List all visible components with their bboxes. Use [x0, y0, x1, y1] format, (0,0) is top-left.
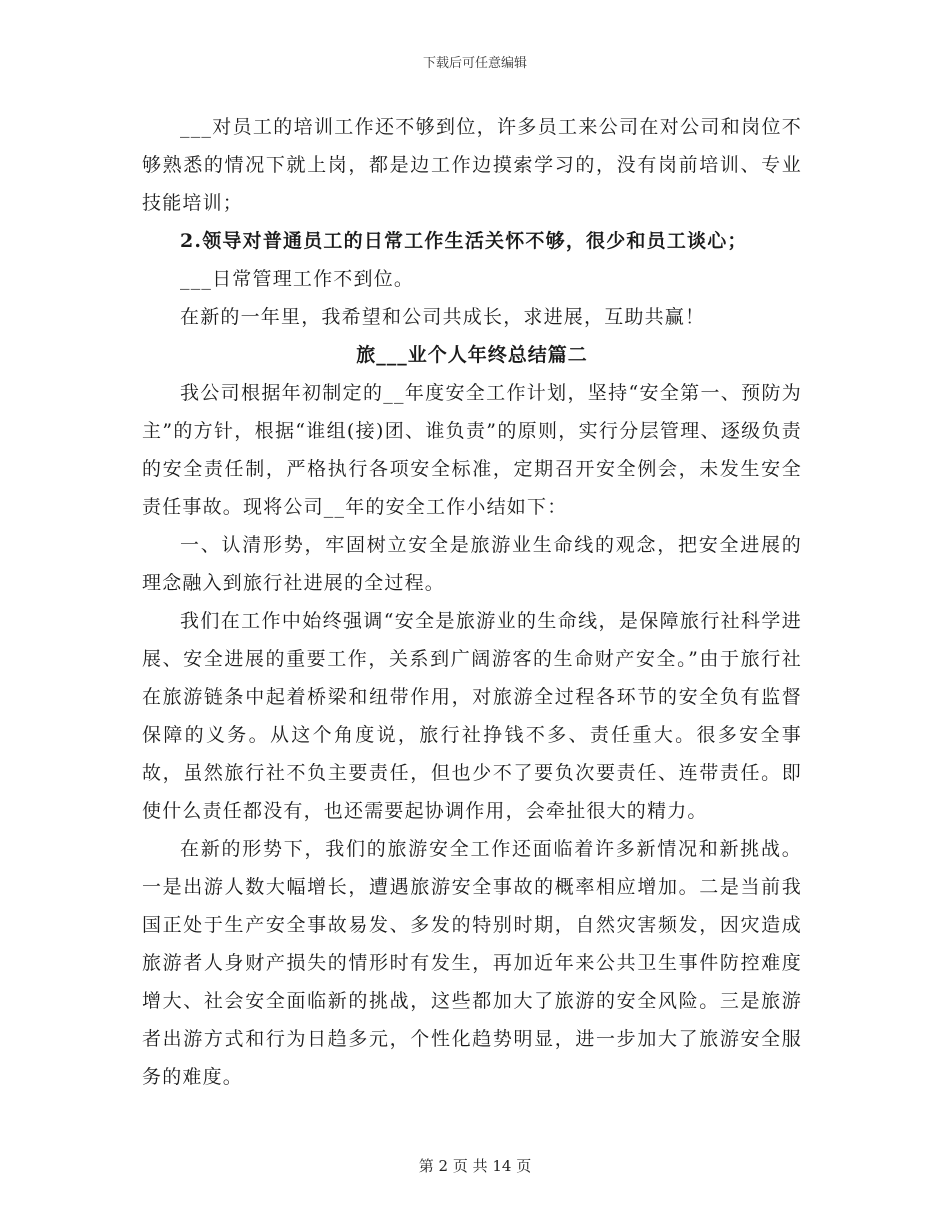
paragraph-new-challenges: 在新的形势下，我们的旅游安全工作还面临着许多新情况和新挑战。一是出游人数大幅增长，遭遇旅游安全事故的概率相应增加。二是当前我国正处于生产安全事故易发、多发的特别时期，自然灾害频发，因灾造成旅游者人身财产损失的情形时有发生，再加近年来公共卫生事件防控难度增大、社会安全面临新的挑战，这些都加大了旅游的安全风险。三是旅游者出游方式和行为日趋多元，个性化趋势明显，进一步加大了旅游安全服务的难度。 [142, 838, 802, 1088]
section-title: 旅___业个人年终总结篇二 [356, 344, 588, 366]
paragraph-training: ___对员工的培训工作还不够到位，许多员工来公司在对公司和岗位不够熟悉的情况下就上岗，都是边工作边摸索学习的，没有岗前培训、专业技能培训； [142, 116, 802, 214]
paragraph-leadership-care: 2.领导对普通员工的日常工作生活关怀不够，很少和员工谈心； [180, 230, 748, 252]
document-body [142, 108, 802, 1096]
paragraph-new-year-wish: 在新的一年里，我希望和公司共成长，求进展，互助共赢！ [180, 306, 706, 328]
page-number: 第 2 页 共 14 页 [418, 1157, 532, 1175]
paragraph-daily-management: ___日常管理工作不到位。 [180, 268, 415, 290]
page-header: 下载后可任意编辑 [422, 56, 527, 71]
paragraph-section-one: 一、认清形势，牢固树立安全是旅游业生命线的观念，把安全进展的理念融入到旅行社进展的全过程。 [142, 534, 802, 594]
paragraph-safety-emphasis: 我们在工作中始终强调“安全是旅游业的生命线，是保障旅行社科学进展、安全进展的重要工作，关系到广阔游客的生命财产安全。”由于旅行社在旅游链条中起着桥梁和纽带作用，对旅游全过程各环节的安全负有监督保障的义务。从这个角度说，旅行社挣钱不多、责任重大。很多安全事故，虽然旅行社不负主要责任，但也少不了要负次要责任、连带责任。即使什么责任都没有，也还需要起协调作用，会牵扯很大的精力。 [142, 610, 802, 822]
paragraph-safety-plan: 我公司根据年初制定的__年度安全工作计划，坚持“安全第一、预防为主”的方针，根据“谁组(接)团、谁负责”的原则，实行分层管理、逐级负责的安全责任制，严格执行各项安全标准，定期召开安全例会，未发生安全责任事故。现将公司__年的安全工作小结如下： [142, 382, 802, 518]
